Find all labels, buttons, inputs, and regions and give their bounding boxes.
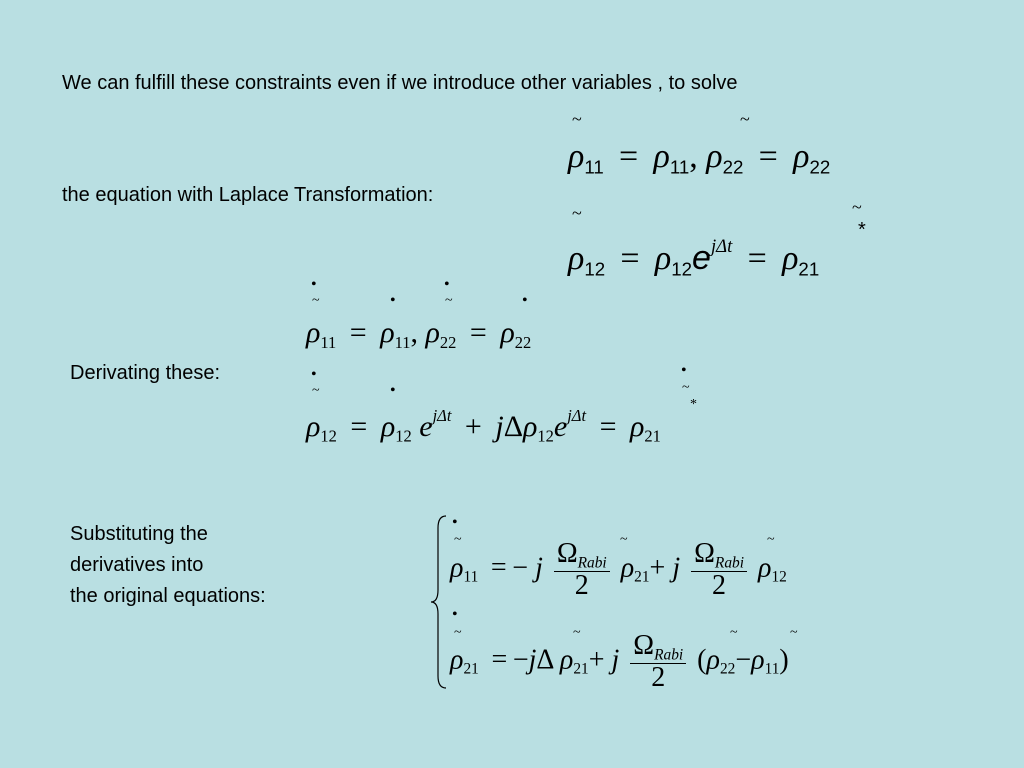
dot-mark: • xyxy=(390,382,396,399)
derivating-label: Derivating these: xyxy=(70,362,221,384)
substituting-label-line-3: the original equations: xyxy=(70,585,266,607)
star-mark: * xyxy=(858,219,866,241)
substituting-label-line-2: derivatives into xyxy=(70,554,204,576)
tilde-mark: ~ xyxy=(454,625,462,640)
tilde-mark: ~ xyxy=(454,532,462,547)
system-brace xyxy=(428,514,450,690)
tilde-mark: ~ xyxy=(572,203,582,223)
omega-rabi-fraction: $\frac{\text{ΩRabi}}{2}$ xyxy=(554,540,609,600)
omega-rabi-fraction: $\frac{\text{ΩRabi}}{2}$ xyxy=(630,632,685,692)
definition-equation-2: $\rho 12 = \rho 12e^{j\Delta t} = \rho 21$ xyxy=(568,236,820,280)
tilde-mark: ~ xyxy=(312,383,320,398)
tilde-mark: ~ xyxy=(312,293,320,308)
tilde-mark: ~ xyxy=(573,625,581,640)
definition-equation-1: ρ11 = ρ11, ρ22 = ρ22 xyxy=(568,138,831,178)
derivative-equation-1: ρ11 = ρ11, ρ22 = ρ22 xyxy=(306,316,532,352)
tilde-mark: ~ xyxy=(620,532,628,547)
system-equation-2: ρ21 = −jΔ ρ21+ j $\frac{\text{ΩRabi}}{2}$ (ρ22−ρ11) xyxy=(450,630,789,693)
dot-mark: • xyxy=(390,292,396,309)
tilde-mark: ~ xyxy=(767,532,775,547)
substituting-label-line-1: Substituting the xyxy=(70,523,208,545)
tilde-mark: ~ xyxy=(790,625,798,640)
derivative-equation-2: ρ12 = ρ12 $e^{j\Delta t} + j\Delta\rho 12e^{j\Delta t} = \rho 21$ xyxy=(306,406,661,446)
dot-mark: • xyxy=(681,362,687,379)
dot-mark: • xyxy=(444,276,450,293)
system-equation-1: ρ11 = − j $\frac{\text{ΩRabi}}{2}$ ρ21+ j $\frac{\text{ΩRabi}}{2}$ ρ12 xyxy=(450,538,787,601)
tilde-mark: ~ xyxy=(740,109,750,129)
omega-rabi-fraction: $\frac{\text{ΩRabi}}{2}$ xyxy=(691,540,746,600)
tilde-mark: ~ xyxy=(572,109,582,129)
intro-text-line-1: We can fulfill these constraints even if we introduce other variables , to solve xyxy=(62,72,738,94)
dot-mark: • xyxy=(452,606,458,623)
dot-mark: • xyxy=(311,276,317,293)
tilde-mark: ~ xyxy=(730,625,738,640)
star-mark: * xyxy=(690,397,697,412)
tilde-mark: ~ xyxy=(682,380,690,395)
tilde-mark: ~ xyxy=(852,197,862,217)
dot-mark: • xyxy=(522,292,528,309)
dot-mark: • xyxy=(452,514,458,531)
intro-text-line-2: the equation with Laplace Transformation: xyxy=(62,184,434,206)
dot-mark: • xyxy=(311,366,317,383)
tilde-mark: ~ xyxy=(445,293,453,308)
